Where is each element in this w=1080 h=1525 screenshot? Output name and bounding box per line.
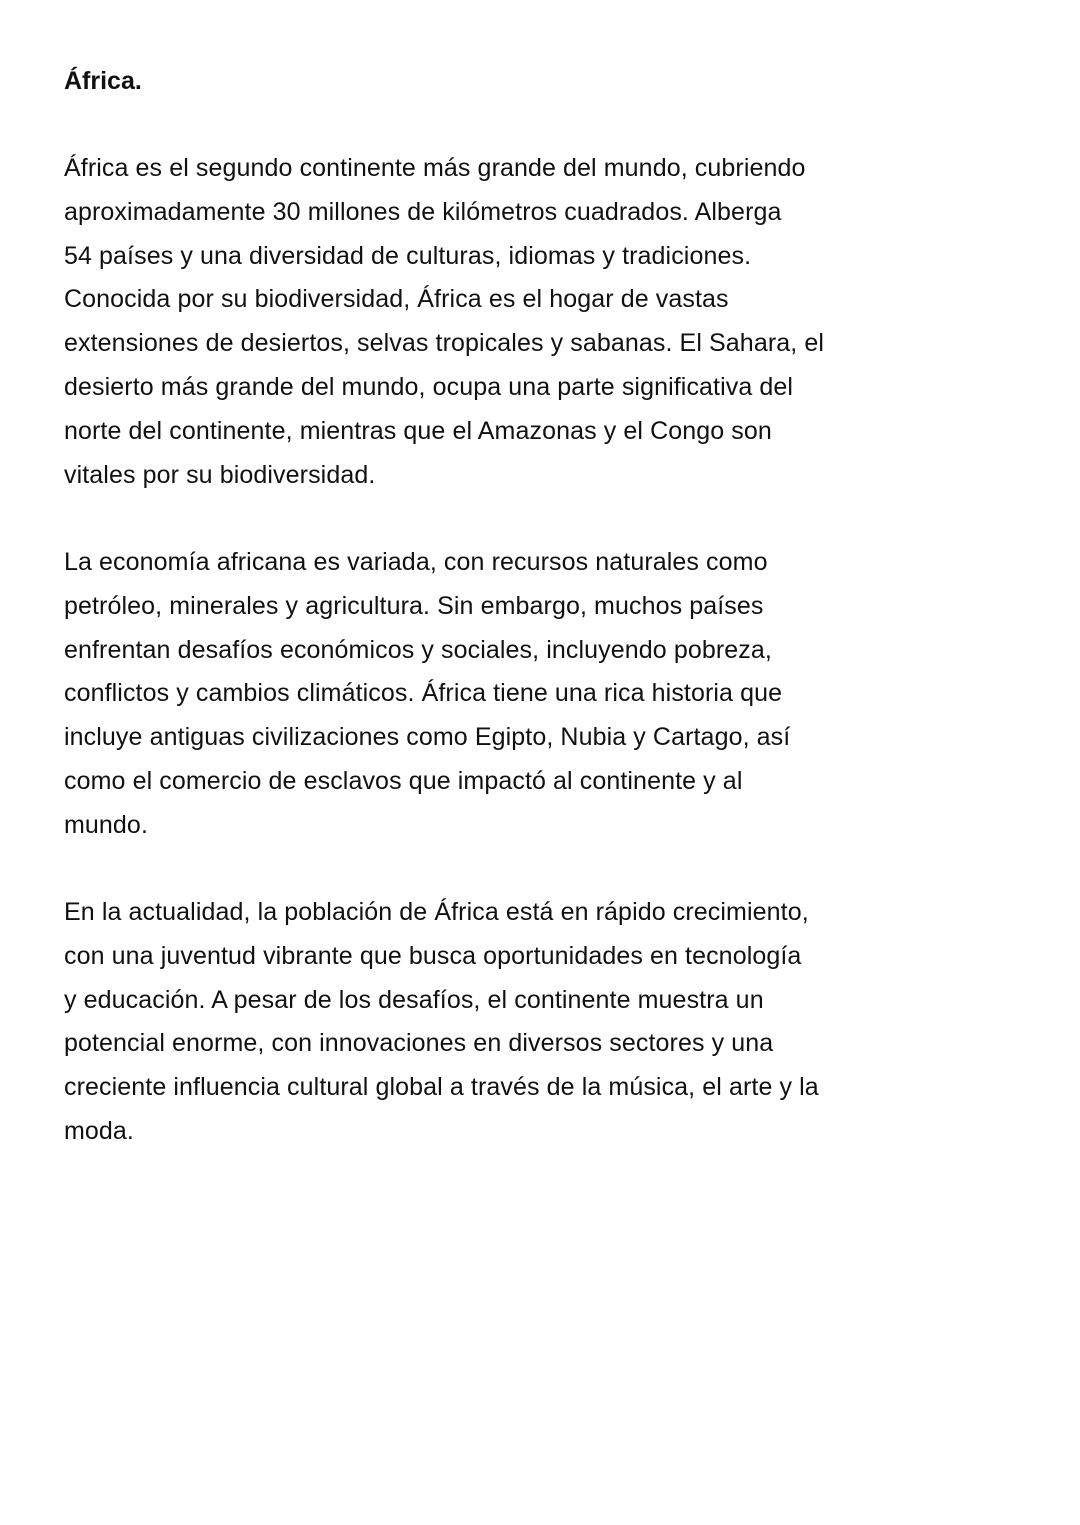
document-title: África.: [64, 67, 142, 95]
paragraph-line: creciente influencia cultural global a través de la música, el arte y la: [64, 1073, 819, 1102]
paragraph-line: 54 países y una diversidad de culturas, idiomas y tradiciones.: [64, 241, 752, 270]
paragraph-line: y educación. A pesar de los desafíos, el continente muestra un: [64, 985, 764, 1014]
paragraph-line: mundo.: [64, 810, 148, 839]
paragraph-line: enfrentan desafíos económicos y sociales, incluyendo pobreza,: [64, 635, 772, 664]
paragraph-line: moda.: [64, 1116, 134, 1145]
paragraph-line: La economía africana es variada, con recursos naturales como: [64, 548, 768, 576]
paragraph-line: Conocida por su biodiversidad, África es el hogar de vastas: [64, 285, 729, 314]
paragraph-line: incluye antiguas civilizaciones como Egipto, Nubia y Cartago, así: [64, 723, 791, 752]
paragraph-overview: [64, 147, 964, 497]
paragraph-line: como el comercio de esclavos que impactó al continente y al: [64, 766, 743, 795]
paragraph-line: aproximadamente 30 millones de kilómetros cuadrados. Alberga: [64, 197, 782, 226]
paragraph-present: [64, 891, 964, 1154]
paragraph-line: En la actualidad, la población de África está en rápido crecimiento,: [64, 898, 809, 926]
paragraph-line: petróleo, minerales y agricultura. Sin embargo, muchos países: [64, 591, 764, 620]
paragraph-economy: [64, 541, 964, 848]
paragraph-line: desierto más grande del mundo, ocupa una parte significativa del: [64, 372, 794, 401]
paragraph-line: África es el segundo continente más grande del mundo, cubriendo: [64, 154, 806, 182]
paragraph-line: conflictos y cambios climáticos. África tiene una rica historia que: [64, 679, 783, 708]
paragraph-line: potencial enorme, con innovaciones en diversos sectores y una: [64, 1029, 774, 1058]
paragraph-line: con una juventud vibrante que busca oportunidades en tecnología: [64, 941, 802, 970]
paragraph-line: extensiones de desiertos, selvas tropicales y sabanas. El Sahara, el: [64, 329, 824, 358]
paragraph-line: norte del continente, mientras que el Amazonas y el Congo son: [64, 416, 772, 445]
paragraph-line: vitales por su biodiversidad.: [64, 460, 376, 489]
